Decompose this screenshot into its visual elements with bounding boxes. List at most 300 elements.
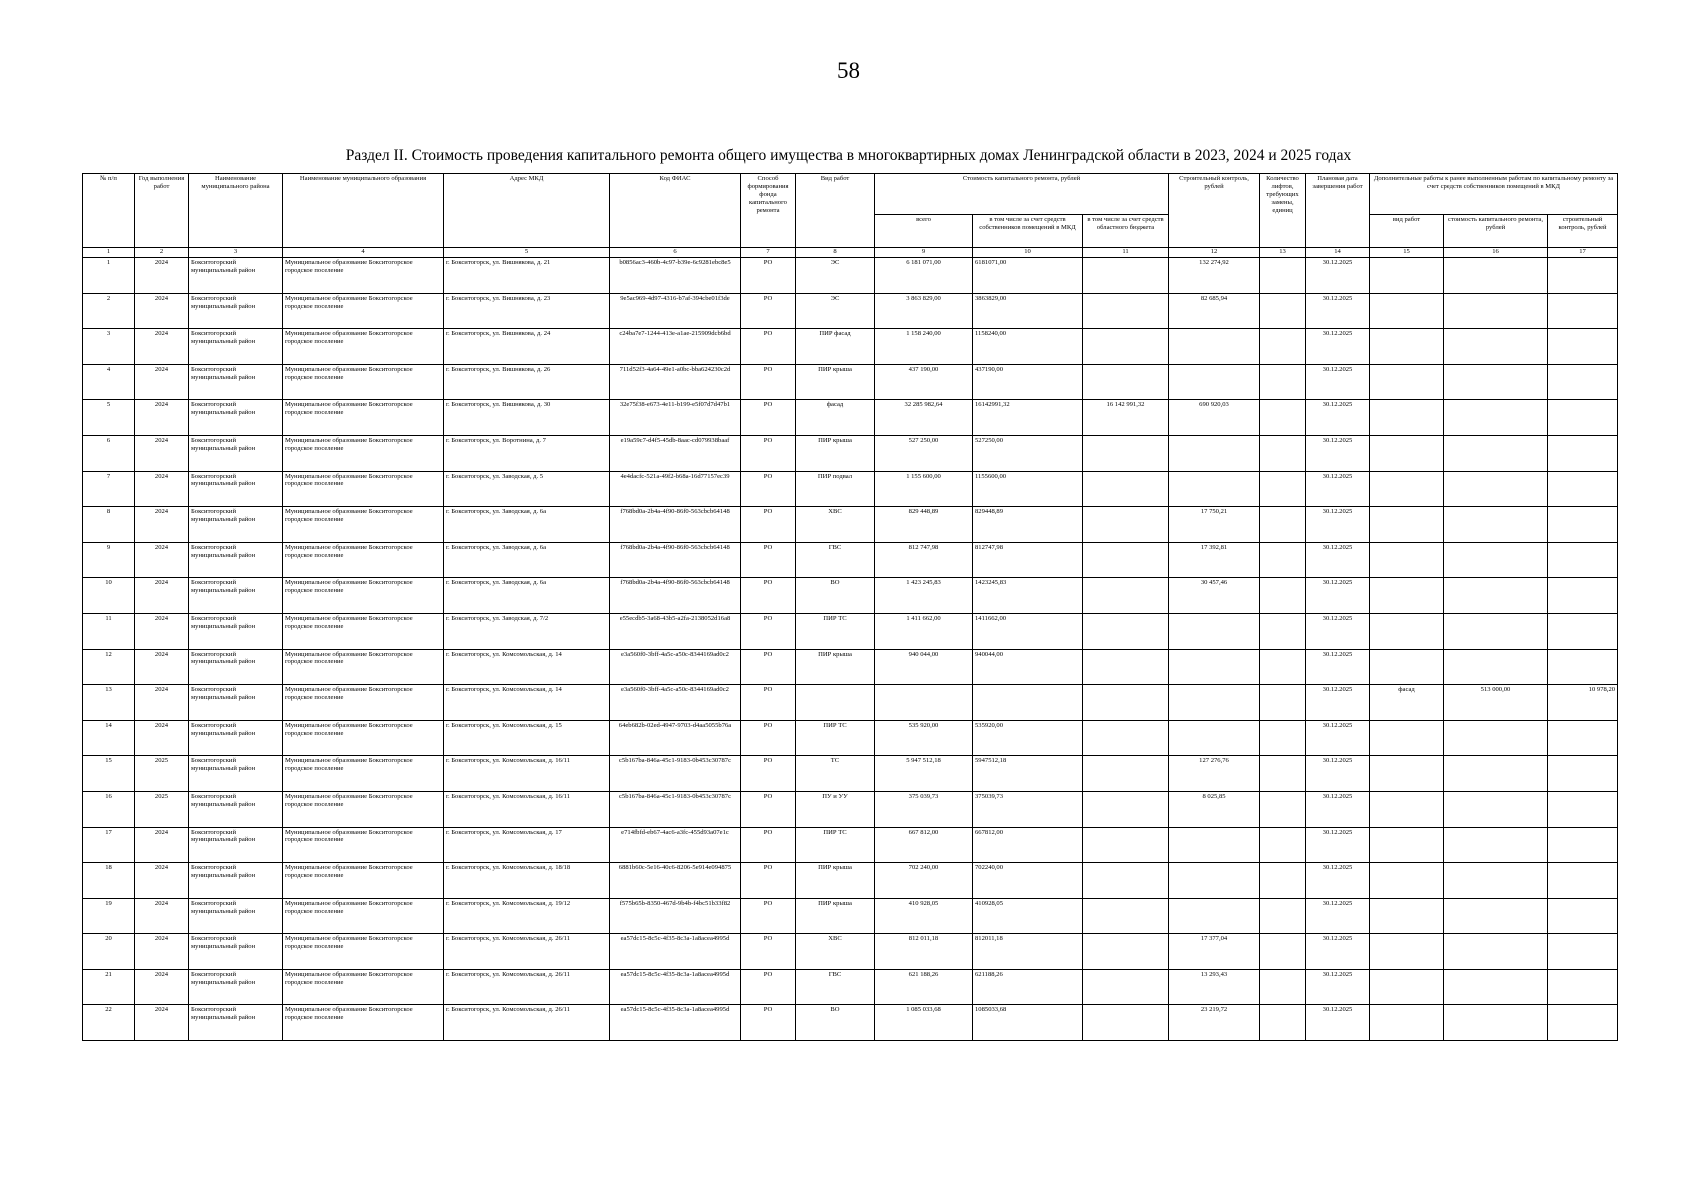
cell-year: 2024 [135, 329, 189, 365]
cell-planned-date: 30.12.2025 [1306, 863, 1370, 899]
cell-address: г. Бокситогорск, ул. Заводская, д. 5 [444, 471, 610, 507]
cell-year: 2024 [135, 685, 189, 721]
table-row [83, 649, 1618, 685]
cell-planned-date: 30.12.2025 [1306, 649, 1370, 685]
cell-address: г. Бокситогорск, ул. Комсомольская, д. 17 [444, 827, 610, 863]
cell-lifts [1260, 542, 1306, 578]
cell-cost-total: 829 448,89 [875, 507, 973, 543]
header-method: Способ формирования фонда капитального ремонта [741, 174, 796, 248]
cell-fund-method: РО [741, 685, 796, 721]
cell-year: 2024 [135, 613, 189, 649]
cell-fias-code: ea57dc15-8c5c-4f35-8c3a-1a8acea4995d [610, 969, 741, 1005]
cell-cost-regional [1083, 863, 1169, 899]
cell-work-type: ПИР крыша [796, 898, 875, 934]
cell-fund-method: РО [741, 863, 796, 899]
cell-municipality: Муниципальное образование Бокситогорское городское поселение [283, 791, 444, 827]
header-cost-regional: в том числе за счет средств областного бюджета [1083, 215, 1169, 248]
cell-year: 2024 [135, 293, 189, 329]
cell-lifts [1260, 1005, 1306, 1041]
column-number: 15 [1370, 248, 1444, 258]
cell-municipality: Муниципальное образование Бокситогорское городское поселение [283, 471, 444, 507]
cell-address: г. Бокситогорск, ул. Комсомольская, д. 19/12 [444, 898, 610, 934]
cell-extra-cost: 513 000,00 [1444, 685, 1548, 721]
column-number: 5 [444, 248, 610, 258]
cell-cost-owners: 702240,00 [973, 863, 1083, 899]
cell-cost-total: 5 947 512,18 [875, 756, 973, 792]
table-row [83, 364, 1618, 400]
cell-district: Бокситогорский муниципальный район [189, 507, 283, 543]
cell-construction-control [1169, 827, 1260, 863]
cell-district: Бокситогорский муниципальный район [189, 400, 283, 436]
column-number: 1 [83, 248, 135, 258]
cell-work-type [796, 685, 875, 721]
cell-planned-date: 30.12.2025 [1306, 578, 1370, 614]
cell-municipality: Муниципальное образование Бокситогорское городское поселение [283, 435, 444, 471]
cell-address: г. Бокситогорск, ул. Вишнякова, д. 23 [444, 293, 610, 329]
cell-fund-method: РО [741, 578, 796, 614]
cell-work-type: ПИР фасад [796, 329, 875, 365]
header-work-type: Вид работ [796, 174, 875, 248]
cell-extra-control [1548, 293, 1618, 329]
cell-planned-date: 30.12.2025 [1306, 791, 1370, 827]
cell-cost-total: 3 863 829,00 [875, 293, 973, 329]
cell-cost-owners: 1155600,00 [973, 471, 1083, 507]
cell-planned-date: 30.12.2025 [1306, 898, 1370, 934]
cell-fias-code: 32e75f38-e673-4e11-b199-e5f07d7d47b1 [610, 400, 741, 436]
cell-work-type: ЭС [796, 293, 875, 329]
cell-extra-control [1548, 507, 1618, 543]
cell-extra-work-type [1370, 934, 1444, 970]
cell-extra-work-type [1370, 649, 1444, 685]
cell-fund-method: РО [741, 293, 796, 329]
cell-cost-owners: 375039,73 [973, 791, 1083, 827]
header-extra-group: Дополнительные работы к ранее выполненным работам по капитальному ремонту за счет средств собственников помещений в МКД [1370, 174, 1618, 215]
cell-lifts [1260, 613, 1306, 649]
cell-row-number: 14 [83, 720, 135, 756]
cell-municipality: Муниципальное образование Бокситогорское городское поселение [283, 1005, 444, 1041]
cell-fias-code: f575b65b-8350-467d-9b4b-f4bc51b33f82 [610, 898, 741, 934]
cell-extra-cost [1444, 578, 1548, 614]
cell-lifts [1260, 364, 1306, 400]
cell-cost-owners: 1411662,00 [973, 613, 1083, 649]
cell-extra-cost [1444, 791, 1548, 827]
cell-fund-method: РО [741, 435, 796, 471]
cell-cost-owners: 1158240,00 [973, 329, 1083, 365]
cell-row-number: 2 [83, 293, 135, 329]
cell-fias-code: f768bd0a-2b4a-4f90-86f0-563cbcb64148 [610, 507, 741, 543]
cell-cost-owners [973, 685, 1083, 721]
cell-work-type: ГВС [796, 969, 875, 1005]
cell-planned-date: 30.12.2025 [1306, 613, 1370, 649]
cell-year: 2024 [135, 435, 189, 471]
cell-row-number: 11 [83, 613, 135, 649]
cell-work-type: ПИР крыша [796, 435, 875, 471]
cell-construction-control [1169, 863, 1260, 899]
cell-planned-date: 30.12.2025 [1306, 542, 1370, 578]
cell-fund-method: РО [741, 934, 796, 970]
cell-extra-control [1548, 756, 1618, 792]
cell-cost-owners: 1423245,83 [973, 578, 1083, 614]
cell-municipality: Муниципальное образование Бокситогорское городское поселение [283, 542, 444, 578]
cell-work-type: ПУ и УУ [796, 791, 875, 827]
cell-address: г. Бокситогорск, ул. Заводская, д. 7/2 [444, 613, 610, 649]
cell-fias-code: c5b167ba-846a-45c1-9183-0b453c30787c [610, 756, 741, 792]
cell-address: г. Бокситогорск, ул. Вишнякова, д. 26 [444, 364, 610, 400]
cell-extra-cost [1444, 364, 1548, 400]
table-row [83, 400, 1618, 436]
cell-fias-code: 711d52f3-4a64-49e1-a0bc-bba624230c2d [610, 364, 741, 400]
cell-address: г. Бокситогорск, ул. Вишнякова, д. 24 [444, 329, 610, 365]
cell-fias-code: f768bd0a-2b4a-4f90-86f0-563cbcb64148 [610, 542, 741, 578]
cell-lifts [1260, 685, 1306, 721]
cell-construction-control [1169, 471, 1260, 507]
cell-fund-method: РО [741, 400, 796, 436]
cell-extra-cost [1444, 542, 1548, 578]
cell-extra-cost [1444, 293, 1548, 329]
section-title: Раздел II. Стоимость проведения капитального ремонта общего имущества в многоквартирных домах Ленинградской области в 2023, 2024 и 2025 годах [345, 147, 1352, 164]
cell-cost-owners: 829448,89 [973, 507, 1083, 543]
cell-address: г. Бокситогорск, ул. Заводская, д. 6а [444, 578, 610, 614]
cell-lifts [1260, 898, 1306, 934]
cell-fias-code: ea57dc15-8c5c-4f35-8c3a-1a8acea4995d [610, 1005, 741, 1041]
cell-extra-cost [1444, 613, 1548, 649]
cell-cost-total: 812 011,18 [875, 934, 973, 970]
cell-extra-cost [1444, 756, 1548, 792]
cell-fund-method: РО [741, 507, 796, 543]
column-numbers-row [83, 248, 1618, 258]
cell-cost-regional [1083, 649, 1169, 685]
header-municipality: Наименование муниципального образования [283, 174, 444, 248]
cell-work-type: ПИР крыша [796, 364, 875, 400]
cell-row-number: 12 [83, 649, 135, 685]
table-row [83, 435, 1618, 471]
cell-fias-code: c5b167ba-846a-45c1-9183-0b453c30787c [610, 791, 741, 827]
cell-year: 2024 [135, 400, 189, 436]
cell-extra-work-type [1370, 471, 1444, 507]
cell-cost-regional [1083, 934, 1169, 970]
cell-extra-control [1548, 1005, 1618, 1041]
cell-extra-control [1548, 649, 1618, 685]
cell-extra-work-type: фасад [1370, 685, 1444, 721]
cell-cost-owners: 527250,00 [973, 435, 1083, 471]
cell-extra-control [1548, 720, 1618, 756]
cell-cost-regional [1083, 329, 1169, 365]
table-row [83, 578, 1618, 614]
cell-lifts [1260, 507, 1306, 543]
cell-construction-control [1169, 613, 1260, 649]
cell-cost-owners: 535920,00 [973, 720, 1083, 756]
cell-row-number: 4 [83, 364, 135, 400]
cell-municipality: Муниципальное образование Бокситогорское городское поселение [283, 613, 444, 649]
table-row [83, 293, 1618, 329]
cell-district: Бокситогорский муниципальный район [189, 791, 283, 827]
cell-extra-work-type [1370, 400, 1444, 436]
cell-work-type: ПИР ТС [796, 613, 875, 649]
cell-address: г. Бокситогорск, ул. Воротнина, д. 7 [444, 435, 610, 471]
cell-address: г. Бокситогорск, ул. Комсомольская, д. 26/11 [444, 1005, 610, 1041]
table-row [83, 827, 1618, 863]
cell-extra-control [1548, 791, 1618, 827]
cell-extra-cost [1444, 863, 1548, 899]
cell-year: 2024 [135, 720, 189, 756]
cell-extra-cost [1444, 720, 1548, 756]
cell-cost-total: 527 250,00 [875, 435, 973, 471]
cell-municipality: Муниципальное образование Бокситогорское городское поселение [283, 720, 444, 756]
cell-cost-owners: 812011,18 [973, 934, 1083, 970]
table-row [83, 791, 1618, 827]
header-planned-date: Плановая дата завершения работ [1306, 174, 1370, 248]
table-row [83, 613, 1618, 649]
cell-municipality: Муниципальное образование Бокситогорское городское поселение [283, 507, 444, 543]
cell-cost-owners: 621188,26 [973, 969, 1083, 1005]
cell-cost-owners: 437190,00 [973, 364, 1083, 400]
header-cost-group: Стоимость капитального ремонта, рублей [875, 174, 1169, 215]
cell-lifts [1260, 329, 1306, 365]
cell-cost-owners: 812747,98 [973, 542, 1083, 578]
cell-construction-control [1169, 685, 1260, 721]
cell-district: Бокситогорский муниципальный район [189, 258, 283, 294]
cell-fias-code: 6881b60c-5e16-40c6-8206-5e914e094875 [610, 863, 741, 899]
cell-fund-method: РО [741, 791, 796, 827]
cell-year: 2024 [135, 364, 189, 400]
cell-cost-regional [1083, 578, 1169, 614]
cell-year: 2025 [135, 756, 189, 792]
cell-year: 2024 [135, 898, 189, 934]
cell-fias-code: ea57dc15-8c5c-4f35-8c3a-1a8acea4995d [610, 934, 741, 970]
cell-planned-date: 30.12.2025 [1306, 827, 1370, 863]
cell-extra-work-type [1370, 364, 1444, 400]
cell-construction-control: 17 392,81 [1169, 542, 1260, 578]
header-cost-total: всего [875, 215, 973, 248]
cell-year: 2024 [135, 649, 189, 685]
cell-extra-control [1548, 827, 1618, 863]
cell-municipality: Муниципальное образование Бокситогорское городское поселение [283, 863, 444, 899]
cell-row-number: 1 [83, 258, 135, 294]
cell-fias-code: c24ba7e7-1244-413e-a1ae-215909dcb6bd [610, 329, 741, 365]
cell-district: Бокситогорский муниципальный район [189, 863, 283, 899]
cell-fund-method: РО [741, 1005, 796, 1041]
cell-lifts [1260, 649, 1306, 685]
column-number: 2 [135, 248, 189, 258]
cell-lifts [1260, 863, 1306, 899]
cell-construction-control: 30 457,46 [1169, 578, 1260, 614]
cell-cost-total: 1 085 033,68 [875, 1005, 973, 1041]
cell-cost-owners: 1085033,68 [973, 1005, 1083, 1041]
cell-lifts [1260, 934, 1306, 970]
cell-extra-control [1548, 471, 1618, 507]
cell-address: г. Бокситогорск, ул. Комсомольская, д. 15 [444, 720, 610, 756]
column-number: 4 [283, 248, 444, 258]
cell-fund-method: РО [741, 471, 796, 507]
cell-municipality: Муниципальное образование Бокситогорское городское поселение [283, 756, 444, 792]
cell-extra-control [1548, 435, 1618, 471]
cell-extra-cost [1444, 471, 1548, 507]
cell-extra-work-type [1370, 435, 1444, 471]
cell-cost-regional [1083, 791, 1169, 827]
column-number: 9 [875, 248, 973, 258]
header-extra-cost: стоимость капитального ремонта, рублей [1444, 215, 1548, 248]
column-number: 12 [1169, 248, 1260, 258]
cell-fund-method: РО [741, 827, 796, 863]
cell-planned-date: 30.12.2025 [1306, 471, 1370, 507]
cell-year: 2024 [135, 863, 189, 899]
cell-lifts [1260, 293, 1306, 329]
cell-construction-control [1169, 364, 1260, 400]
cell-cost-regional [1083, 898, 1169, 934]
cell-fund-method: РО [741, 969, 796, 1005]
table-row [83, 685, 1618, 721]
cell-district: Бокситогорский муниципальный район [189, 329, 283, 365]
header-year: Год выполнения работ [135, 174, 189, 248]
cell-lifts [1260, 400, 1306, 436]
cell-extra-control: 10 978,20 [1548, 685, 1618, 721]
cell-district: Бокситогорский муниципальный район [189, 934, 283, 970]
cell-fund-method: РО [741, 258, 796, 294]
cell-extra-work-type [1370, 969, 1444, 1005]
cell-year: 2024 [135, 969, 189, 1005]
cell-lifts [1260, 578, 1306, 614]
cell-fund-method: РО [741, 720, 796, 756]
cell-construction-control: 82 685,94 [1169, 293, 1260, 329]
table-row [83, 756, 1618, 792]
cell-cost-total: 437 190,00 [875, 364, 973, 400]
cell-construction-control: 690 920,03 [1169, 400, 1260, 436]
cell-cost-total: 1 423 245,83 [875, 578, 973, 614]
cell-municipality: Муниципальное образование Бокситогорское городское поселение [283, 685, 444, 721]
cell-cost-total: 621 188,26 [875, 969, 973, 1005]
cell-extra-work-type [1370, 293, 1444, 329]
cell-fias-code: f768bd0a-2b4a-4f90-86f0-563cbcb64148 [610, 578, 741, 614]
cell-row-number: 16 [83, 791, 135, 827]
cell-cost-total: 1 411 662,00 [875, 613, 973, 649]
cell-extra-control [1548, 329, 1618, 365]
cell-extra-work-type [1370, 329, 1444, 365]
cell-planned-date: 30.12.2025 [1306, 329, 1370, 365]
cell-row-number: 5 [83, 400, 135, 436]
cell-extra-work-type [1370, 578, 1444, 614]
cell-year: 2024 [135, 934, 189, 970]
cell-cost-owners: 16142991,32 [973, 400, 1083, 436]
cell-district: Бокситогорский муниципальный район [189, 898, 283, 934]
cell-year: 2024 [135, 542, 189, 578]
cell-extra-cost [1444, 1005, 1548, 1041]
cell-planned-date: 30.12.2025 [1306, 969, 1370, 1005]
cell-cost-regional [1083, 720, 1169, 756]
cell-cost-total [875, 685, 973, 721]
cell-lifts [1260, 720, 1306, 756]
cell-extra-work-type [1370, 863, 1444, 899]
cell-row-number: 10 [83, 578, 135, 614]
cell-construction-control [1169, 649, 1260, 685]
cell-year: 2024 [135, 1005, 189, 1041]
cell-row-number: 19 [83, 898, 135, 934]
cell-fias-code: b0856ac3-460b-4c97-b39e-6c9281ebc8e5 [610, 258, 741, 294]
cell-cost-owners: 940044,00 [973, 649, 1083, 685]
cell-work-type: ВО [796, 578, 875, 614]
cell-year: 2024 [135, 258, 189, 294]
cell-lifts [1260, 791, 1306, 827]
cell-municipality: Муниципальное образование Бокситогорское городское поселение [283, 400, 444, 436]
cell-planned-date: 30.12.2025 [1306, 400, 1370, 436]
cell-municipality: Муниципальное образование Бокситогорское городское поселение [283, 293, 444, 329]
cell-cost-total: 32 285 982,64 [875, 400, 973, 436]
cell-extra-work-type [1370, 507, 1444, 543]
header-cost-owners: в том числе за счет средств собственников помещений в МКД [973, 215, 1083, 248]
cell-lifts [1260, 435, 1306, 471]
cell-extra-cost [1444, 435, 1548, 471]
cell-municipality: Муниципальное образование Бокситогорское городское поселение [283, 934, 444, 970]
cell-cost-total: 812 747,98 [875, 542, 973, 578]
cell-extra-control [1548, 258, 1618, 294]
cell-extra-cost [1444, 898, 1548, 934]
cell-cost-regional [1083, 613, 1169, 649]
cell-cost-owners: 667812,00 [973, 827, 1083, 863]
cell-planned-date: 30.12.2025 [1306, 934, 1370, 970]
cell-cost-regional [1083, 827, 1169, 863]
header-district: Наименование муниципального района [189, 174, 283, 248]
cell-fias-code: 4e4dacfc-521a-49f2-b68a-16d77157ec39 [610, 471, 741, 507]
cell-year: 2024 [135, 507, 189, 543]
cell-fias-code: e714fbfd-eb67-4ac6-a3fc-455d93a07e1c [610, 827, 741, 863]
cell-cost-regional [1083, 293, 1169, 329]
cell-address: г. Бокситогорск, ул. Комсомольская, д. 26/11 [444, 934, 610, 970]
cell-extra-work-type [1370, 898, 1444, 934]
cell-cost-regional [1083, 685, 1169, 721]
cell-address: г. Бокситогорск, ул. Комсомольская, д. 18/18 [444, 863, 610, 899]
cell-district: Бокситогорский муниципальный район [189, 969, 283, 1005]
cell-cost-owners: 3863829,00 [973, 293, 1083, 329]
cell-district: Бокситогорский муниципальный район [189, 649, 283, 685]
cell-fias-code: e55ecdb5-3a68-43b5-a2fa-2138052d16a8 [610, 613, 741, 649]
cell-cost-regional [1083, 1005, 1169, 1041]
cell-work-type: ПИР крыша [796, 863, 875, 899]
cell-construction-control: 8 025,85 [1169, 791, 1260, 827]
cell-cost-regional [1083, 471, 1169, 507]
cell-work-type: ХВС [796, 507, 875, 543]
cell-row-number: 17 [83, 827, 135, 863]
cell-cost-owners: 5947512,18 [973, 756, 1083, 792]
cell-extra-work-type [1370, 791, 1444, 827]
cell-extra-work-type [1370, 756, 1444, 792]
cell-cost-total: 1 155 600,00 [875, 471, 973, 507]
cell-fund-method: РО [741, 364, 796, 400]
cell-district: Бокситогорский муниципальный район [189, 578, 283, 614]
cell-construction-control [1169, 898, 1260, 934]
cell-planned-date: 30.12.2025 [1306, 685, 1370, 721]
cell-row-number: 8 [83, 507, 135, 543]
cell-cost-total: 535 920,00 [875, 720, 973, 756]
cell-planned-date: 30.12.2025 [1306, 756, 1370, 792]
cell-row-number: 7 [83, 471, 135, 507]
cell-construction-control: 17 377,04 [1169, 934, 1260, 970]
cell-address: г. Бокситогорск, ул. Вишнякова, д. 30 [444, 400, 610, 436]
column-number: 14 [1306, 248, 1370, 258]
cell-extra-work-type [1370, 542, 1444, 578]
cell-cost-total: 940 044,00 [875, 649, 973, 685]
cell-address: г. Бокситогорск, ул. Комсомольская, д. 16/11 [444, 756, 610, 792]
cell-row-number: 18 [83, 863, 135, 899]
cell-fias-code: 64eb682b-02ed-4947-9703-d4aa5055b76a [610, 720, 741, 756]
cell-planned-date: 30.12.2025 [1306, 1005, 1370, 1041]
cell-construction-control: 132 274,92 [1169, 258, 1260, 294]
cell-district: Бокситогорский муниципальный район [189, 720, 283, 756]
cell-address: г. Бокситогорск, ул. Комсомольская, д. 14 [444, 685, 610, 721]
cell-cost-total: 6 181 071,00 [875, 258, 973, 294]
cell-fund-method: РО [741, 649, 796, 685]
cell-cost-total: 410 928,05 [875, 898, 973, 934]
cell-work-type: ВО [796, 1005, 875, 1041]
cell-fund-method: РО [741, 898, 796, 934]
